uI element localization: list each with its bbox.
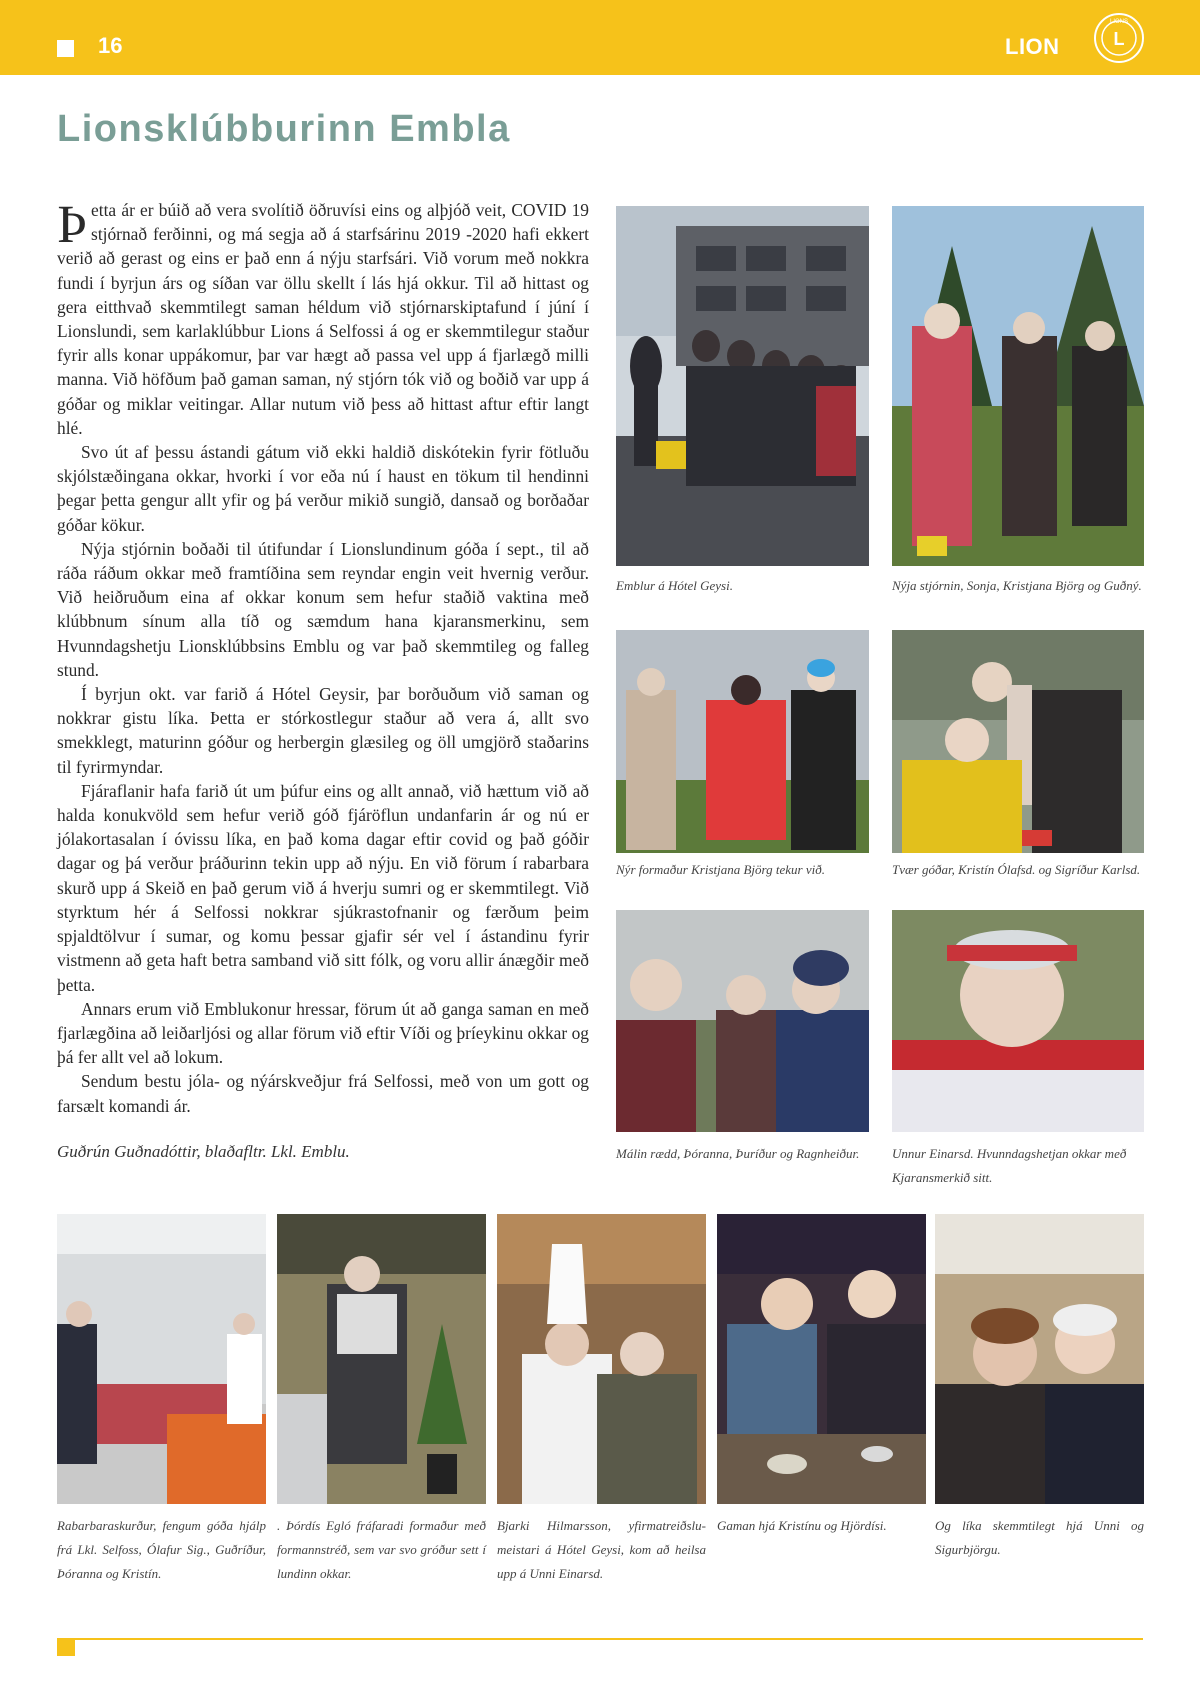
photo-tree-planting	[277, 1214, 486, 1504]
photo-caption: Unnur Einarsd. Hvunndagshetjan okkar með Kjaransmerkið sitt.	[892, 1146, 1127, 1185]
article-paragraph: Fjáraflanir hafa farið út um þúfur eins og allt annað, við hættum við að halda konukvöld sem hefur verið góð fjáröflun undanfarin ár og nú er jólakortasalan í óvissu líka, en það koma dagar eftir covid og það góðir dagar og þá verður þráðurinn tekin upp að nýju. En við förum í rabarbara skurð upp á Skeið en það gerum við á hverju sumri og er skemmtilegt. Við styrktum hér á Selfossi nokkrar sjúkrastofnanir og færðum þeim spjaldtölvur í sumar, og komu þessar gjafir sér vel í ástandinu fyrir vistmenn að geta haft betra samband við sitt fólk, og voru allir ánægðir með þetta.	[57, 780, 589, 995]
publication-name: LION	[1005, 34, 1060, 59]
photo-new-chairman	[616, 630, 869, 853]
lions-logo-icon	[1093, 12, 1145, 64]
logo-text: LIONS	[1109, 19, 1129, 25]
article-paragraph: Sendum bestu jóla- og nýárskveðjur frá Selfossi, með von um gott og farsælt komandi ár.	[57, 1071, 589, 1116]
photo-dinner-friends	[717, 1214, 926, 1504]
footer-rule	[75, 1638, 1143, 1640]
photo-everyday-hero	[892, 910, 1144, 1132]
photo-three-women	[616, 910, 869, 1132]
page-number: 16	[98, 33, 123, 58]
photo-caption: . Þórdís Egló fráfaradi formaður með formannstréð, sem var svo gróður sett í lundinn okkar.	[277, 1518, 486, 1581]
article-author: Guðrún Guðnadóttir, blaðafltr. Lkl. Emblu.	[57, 1142, 350, 1161]
footer-marker-square	[57, 1638, 75, 1656]
article-title: Lionsklúbburinn Embla	[57, 108, 511, 150]
photo-caption: Gaman hjá Kristínu og Hjördísi.	[717, 1518, 887, 1533]
photo-two-women	[892, 630, 1144, 853]
photo-rhubarb-cutting	[57, 1214, 266, 1504]
svg-text:L: L	[1113, 29, 1125, 49]
article-body	[57, 194, 589, 1118]
article-paragraph: Annars erum við Emblukonur hressar, förum út að ganga saman en með fjarlægðina að leiðarljósi og allar förum við eftir Víði og þríeykinu okkar og þá fer allt vel að lokum.	[57, 998, 589, 1068]
page-marker-square	[57, 40, 74, 57]
photo-caption: Nýr formaður Kristjana Björg tekur við.	[616, 862, 825, 877]
photo-caption: Og líka skemmtilegt hjá Unni og Sigurbjörgu.	[935, 1518, 1144, 1557]
article-paragraph: Svo út af þessu ástandi gátum við ekki haldið diskótekin fyrir fötluðu skjólstæðingana okkar, hvorki í vor eða nú í haust en tökum til hendinni þegar þetta gengur allt yfir og þá verður mikið sungið, dansað og borðaðar góðar kökur.	[57, 442, 589, 535]
photo-caption: Emblur á Hótel Geysi.	[616, 578, 733, 593]
photo-caption: Tvær góðar, Kristín Ólafsd. og Sigríður Karlsd.	[892, 862, 1141, 877]
article-paragraph: Nýja stjórnin boðaði til útifundar í Lionslundinum góða í sept., til að ráða ráðum okkar með framtíðina sem reyndar engin veit hvernig verður. Við heiðruðum eina af okkar konum sem hefur staðið vaktina með klúbbnum sínum alla tíð og sæmdum hana kjaransmerkinu, sem Hvunndagshetju Lionsklúbbsins Emblu og var það skemmtileg og falleg stund.	[57, 538, 589, 680]
header-bar	[0, 0, 1200, 75]
article-paragraph: Þetta ár er búið að vera svolítið öðruvísi eins og alþjóð veit, COVID 19 stjórnað ferðinni, og má segja að á starfsárinu 2019 -2020 hafi ekkert verið að gerast og eins er það enn á nýju starfsári. Við vorum með nokkra fundi í byrjun árs og síðan var öllu skellt í lás hjá okkur. Til að hittast og gera eitthvað skemmtilegt saman héldum við stjórnarskiptafund í júní í Lionslundi, sem karlaklúbbur Lions á Selfossi á og er skemmtilegur staður fyrir alls konar uppákomur, þar var hægt að passa vel upp á fjarlægð milli manna. Við höfðum það gaman saman, ný stjórn tók við og boðið var upp á góðar og miklar veitingar. Allar nutum við þess að hittast aftur eftir langt hlé.	[57, 194, 589, 438]
photo-head-chef	[497, 1214, 706, 1504]
photo-caption: Bjarki Hilmarsson, yfirmatreiðslu-meistari á Hótel Geysi, kom að heilsa upp á Unni Einarsd.	[497, 1518, 706, 1581]
photo-two-friends	[935, 1214, 1144, 1504]
photo-new-board	[892, 206, 1144, 566]
article-paragraph: Í byrjun okt. var farið á Hótel Geysir, þar borðuðum við saman og nokkrar gistu líka. Þetta er stórkostlegur staður að vera á, allt svo smekklegt, maturinn góður og herbergin glæsileg og öll umgjörð staðarins til fyrirmyndar.	[57, 684, 589, 777]
photo-hotel-geysir-group	[616, 206, 869, 566]
photo-caption: Rabarbaraskurður, fengum góða hjálp frá Lkl. Selfoss, Ólafur Sig., Guðríður, Þóranna og Kristín.	[57, 1518, 266, 1581]
drop-cap: Þ	[57, 194, 88, 254]
photo-caption: Málin rædd, Þóranna, Þuríður og Ragnheiður.	[616, 1146, 860, 1161]
photo-caption: Nýja stjórnin, Sonja, Kristjana Björg og Guðný.	[892, 578, 1142, 593]
